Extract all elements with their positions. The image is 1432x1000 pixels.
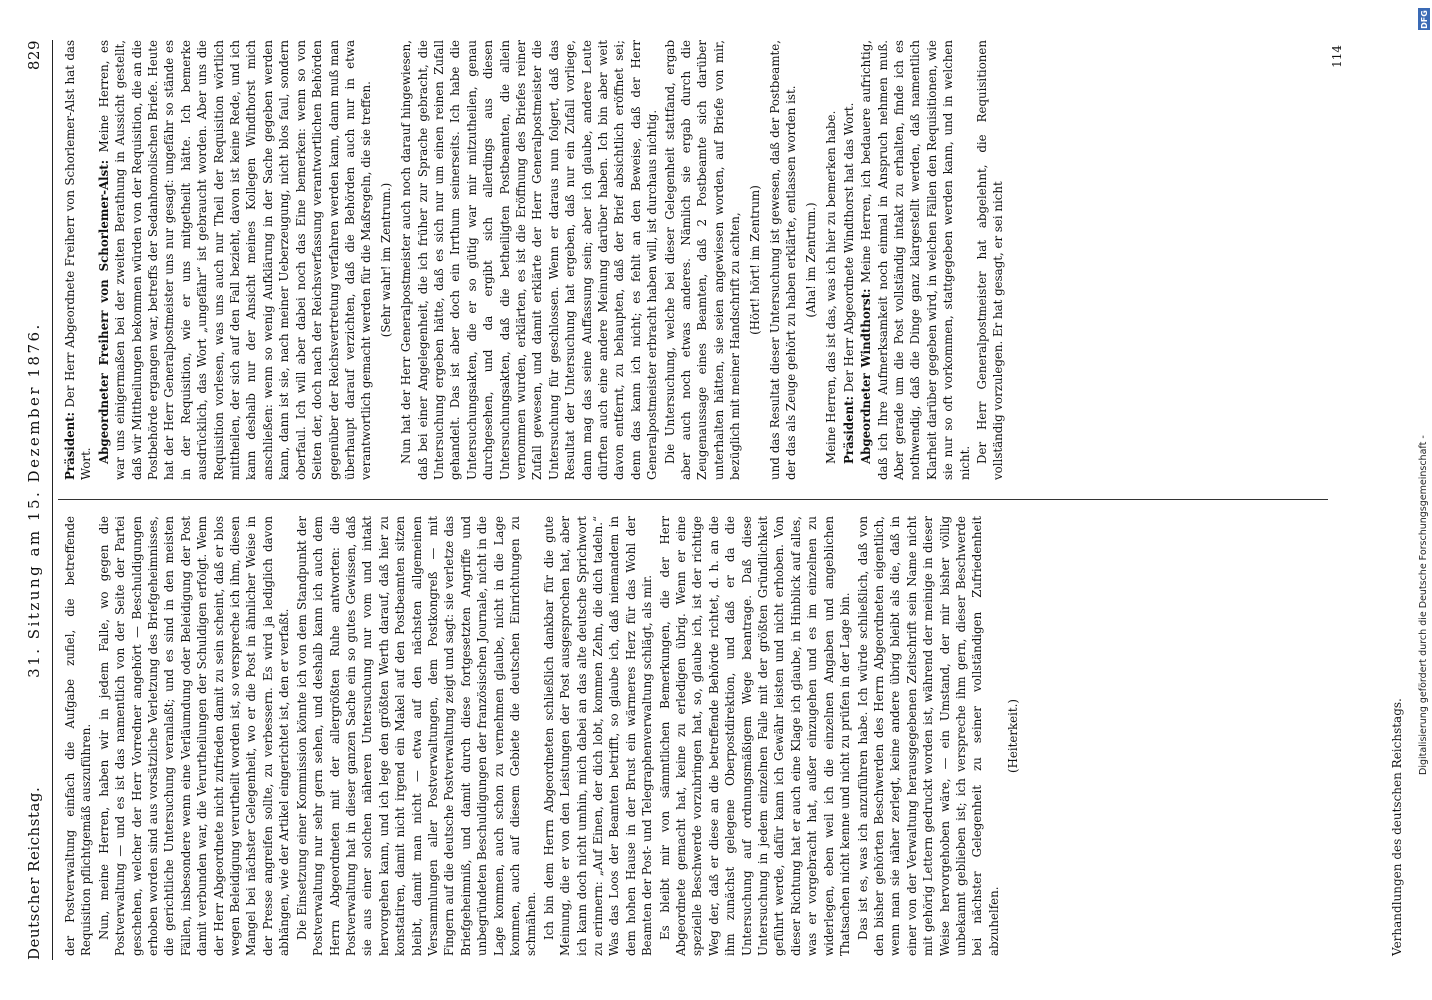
paragraph xyxy=(803,40,819,480)
header-publication: Deutscher Reichstag. xyxy=(25,786,43,960)
paragraph xyxy=(841,40,857,480)
header-page-number: 829 xyxy=(25,40,43,71)
paragraph-text: Meine Herren, das ist das, was ich hier zu bemerken habe. xyxy=(824,110,839,464)
paragraph-text: Die Untersuchung, welche bei dieser Gelegenheit stattfand, ergab aber auch noch etwas anderes. Nämlich sie ergab durch die Zeugenaussage eines Beamten, daß 2 Postbeamte sich darüber unterhalten hätten, sie seien angewiesen worden, auf Briefe von mir, bezüglich mit meiner Handschrift zu achten, xyxy=(662,40,743,480)
speaker-label: Abgeordneter Freiherr von Schorlemer-Alst: xyxy=(96,159,111,464)
paragraph-text: Ich bin dem Herrn Abgeordneten schließlich dankbar für die gute Meinung, die er von den Leistungen der Post ausgesprochen hat, aber ich kann doch nicht umhin, mich dabei an das alte deutsche Sprichwort zu erinnern: „Auf Einen, der dich lobt, kommen Zehn, die dich tadeln.“ Was das Loos der Beamten betrifft, so glaube ich, daß niemandem in dem hohen Hause in der Brust ein wärmeres Herz für das Wohl der Beamten der Post- und Telegraphenverwaltung schlägt, als mir. xyxy=(541,516,655,956)
paragraph-text: (Sehr wahr! im Zentrum.) xyxy=(378,182,393,338)
paragraph-text: Meine Herren, ich bedauere aufrichtig, daß ich Ihre Aufmerksamkeit noch einmal in Anspruch nehmen muß. Aber gerade um die Post vollständig intakt zu erhalten, finde ich es nothwendig, daß die Dinge ganz klargestellt werden, daß namentlich Klarheit darüber gegeben wird, in welchen Fällen den Requisitionen, wie sie nur so oft vorkommen, stattgegeben werden kann, und in welchen nicht. xyxy=(859,40,972,480)
paragraph xyxy=(62,516,95,956)
paragraph xyxy=(858,40,973,480)
paragraph-text: Das ist es, was ich anzuführen habe. Ich würde schließlich, daß von den bisher gehörten Beschwerden des Herrn Abgeordneten eigentlich, wenn man sie näher zerlegt, keine andere übrig bleibt als die, daß in einer von der Verwaltung herausgegebenen Zeitschrift sein Name nicht mit gehörig Lettern gedruckt worden ist, während der meinige in dieser Weise hervorgehoben wäre, — ein Umstand, der mir bisher völlig unbekannt geblieben ist; ich verspreche ihm gern, dieser Beschwerde bei nächster Gelegenheit zu seiner vollständigen Zufriedenheit abzuhelfen. xyxy=(855,516,1001,956)
paragraph-text: Der Herr Generalpostmeister hat abgelehnt, die Requisitionen vollständig vorzulegen. Er hat gesagt, er sei nicht xyxy=(974,40,1006,480)
paragraph-text: Die Einsetzung einer Kommission könnte ich von dem Standpunkt der Postverwaltung nur sehr gern sehen, und deshalb kann ich auch dem Herrn Abgeordneten mit der allergrößten Ruhe antworten: die Postverwaltung hat in dieser ganzen Sache ein so gutes Gewissen, daß sie aus einer solchen näheren Untersuchung nur vom und intakt hervorgehen kann, und ich lege den größten Werth darauf, daß hier zu konstatiren, damit nicht irgend ein Makel auf den Postbeamten sitzen bleibt, damit man nicht — etwa auf den nächsten allgemeinen Versammlungen aller Postverwaltungen, dem Postkongreß — mit Fingern auf die deutsche Postverwaltung zeigt und sagt: sie verletze das Briefgeheimniß, und damit durch diese fortgesetzten Angriffe und unbegründeten Beschuldigungen der französischen Journale, nicht in die Lage kommen, auch schon zu vernehmen glaube, nicht in die Lage kommen, auch auf diesem Gebiete die deutschen Einrichtungen zu schmähen. xyxy=(294,516,539,956)
dfg-logo-text: DFG xyxy=(1419,9,1429,29)
header-session-date: 31. Sitzung am 15. Dezember 1876. xyxy=(25,322,43,678)
paragraph xyxy=(62,40,95,480)
paragraph xyxy=(747,40,763,480)
paragraph xyxy=(96,516,293,956)
paragraph xyxy=(662,40,744,480)
dfg-side-label-text: Digitalisierung gefördert durch die Deutsche Forschungsgemeinschaft - xyxy=(1418,435,1429,775)
speaker-label: Präsident: xyxy=(841,396,856,464)
paragraph xyxy=(1005,516,1021,956)
paragraph xyxy=(398,40,661,480)
paragraph xyxy=(378,40,394,480)
left-column xyxy=(62,516,1026,956)
paragraph-text: Meine Herren, es war uns einigermaßen bei der zweiten Berathung in Aussicht gestellt, daß wir Mittheilungen bekommen würden von der Requisition, die an die Postbehörde ergangen war, betreffs der Sedanhomolischen Briefe. Heute hat der Herr Generalpostmeister uns nur gesagt: ungefähr so stände es in der Requisition, wie er uns mitgetheilt hätte. Ich bemerke ausdrücklich, das Wort „ungefähr“ ist gebraucht worden. Aber uns die Requisition vorlesen, was uns auch nur Theil der Requisition wörtlich mittheilen, der sich auf den Fall bezieht, davon ist keine Rede, und ich kann deshalb nur der Ansicht meines Kollegen Windthorst mich anschließen: wenn so wenig Aufklärung in der Sache gegeben werden kann, dann ist sie, nach meiner Ueberzeugung, nicht blos faul, sondern oberfaul. Ich will aber dabei noch das Eine bemerken: wenn so von Seiten der, doch nach der Reichsverfassung verantwortlichen Behörden gegenüber der Reichsvertretung verfahren werden kann, dann muß man überhaupt darauf verzichten, daß die Behörden auch nur in etwa verantwortlich gemacht werden für die Maßregeln, die sie treffen. xyxy=(96,39,374,480)
paragraph-text: (Aha! im Zentrum.) xyxy=(803,202,818,318)
paragraph-text: Nun, meine Herren, haben wir in jedem Falle, wo gegen die Postverwaltung — und es ist das namentlich von der Seite der Partei geschehen, welcher der Herr Vorredner angehört — Beschuldigungen erhoben worden sind aus vorsätzliche Verletzung des Briefgeheimnisses, die gerichtliche Untersuchung veranlaßt; und es sind in den meisten Fällen, insbesondere wenn eine Verläumdung oder Beleidigung der Post damit verbunden war, die Verurtheilungen der Schuldigen erfolgt. Wenn der Herr Abgeordnete nicht zufrieden damit zu sein scheint, daß er blos wegen Beleidigung verurtheilt worden ist, so verspreche ich ihm, diesen Mangel bei nächster Gelegenheit, wo er die Post in ähnlicher Weise in der Presse angreifen sollte, zu verbessern. Es wird ja lediglich davon abhängen, wie der Artikel eingerichtet ist, den er verfaßt. xyxy=(96,516,292,956)
paragraph xyxy=(974,40,1007,480)
paragraph xyxy=(767,40,800,480)
paragraph-text: (Heiterkeit.) xyxy=(1006,699,1021,774)
paragraph-text: der Postverwaltung einfach die Aufgabe zufiel, die betreffende Requisition pflichtgemäß auszuführen. xyxy=(63,516,94,956)
speaker-label: Präsident: xyxy=(63,412,77,480)
paragraph xyxy=(855,516,1003,956)
paragraph xyxy=(823,40,839,480)
paragraph-text: Nun hat der Herr Generalpostmeister auch noch darauf hingewiesen, daß bei einer Angelegenheit, die ich früher zur Sprache gebracht, die Untersuchung ergeben hätte, daß es sich nur um einen reinen Zufall gehandelt. Das ist aber doch ein Irrthum seinerseits. Ich habe die Untersuchungsakten, die er so gütig war mir mitzutheilen, genau durchgesehen, und da ergibt sich allerdings aus diesen Untersuchungsakten, daß die betheiligten Postbeamten, die allein vernommen wurden, erklärten, es ist die Eröffnung des Briefes reiner Zufall gewesen, und damit erklärte der Herr Generalpostmeister die Untersuchung für geschlossen. Wenn er daraus nun folgert, daß das Resultat der Untersuchung hat ergeben, daß nur ein Zufall vorliege, dann mag das seine Auffassung sein; aber ich glaube, andere Leute dürften auch eine andere Meinung darüber haben. Ich bin aber weit davon entfernt, zu behaupten, daß der Brief absichtlich eröffnet sei; denn das kann ich nicht; es fehlt an den Beweise, daß der Herr Generalpostmeister erbracht haben will, ist durchaus nichtig. xyxy=(399,40,660,480)
paragraph-text: Der Herr Abgeordnete Windthorst hat das Wort. xyxy=(841,102,856,393)
paragraph xyxy=(541,516,656,956)
paragraph xyxy=(657,516,854,956)
page-header xyxy=(25,40,47,960)
footer-publication: Verhandlungen des deutschen Reichstags. xyxy=(1390,698,1404,956)
paragraph-text: Es bleibt mir von sämmtlichen Bemerkungen, die der Herr Abgeordnete gemacht hat, keine zu erledigen übrig. Wenn er eine spezielle Beschwerde vorzubringen hat, so, glaube ich, ist der richtige Weg der, daß er diese an die betreffende Behörde richtet, d. h. an die ihm zunächst gelegene Oberpostdirektion, und daß er da die Untersuchung auf ordnungsmäßigem Wege beantrage. Daß diese Untersuchung in jedem einzelnen Falle mit der größten Gründlichkeit geführt werde, dafür kann ich Gewähr leisten und nicht erhoben. Von dieser Richtung hat er auch eine Klage ich glaube, in Hinblick auf alles, was er vorgebracht hat, außer einzugehen und es im einzelnen zu widerlegen, eben weil ich die einzelnen Angaben und angeblichen Thatsachen nicht kenne und nicht zu prüfen in der Lage bin. xyxy=(657,516,853,956)
paragraph xyxy=(96,40,375,480)
paragraph-text: und das Resultat dieser Untersuchung ist gewesen, daß der Postbeamte, der das als Zeuge gehört zu haben erklärte, entlassen worden ist. xyxy=(768,40,799,480)
paragraph xyxy=(294,516,540,956)
dfg-side-label xyxy=(1416,0,1432,1000)
header-rule xyxy=(52,40,53,960)
right-column xyxy=(62,40,1008,480)
speaker-label: Abgeordneter Windthorst: xyxy=(859,288,874,464)
column-divider xyxy=(58,499,1328,500)
footer-signature-number: 114 xyxy=(1330,45,1344,68)
paragraph-text: Der Herr Abgeordnete Freiherr von Schorlemer-Alst hat das Wort. xyxy=(63,39,94,480)
paragraph-text: (Hört! hört! im Zentrum) xyxy=(747,185,762,335)
